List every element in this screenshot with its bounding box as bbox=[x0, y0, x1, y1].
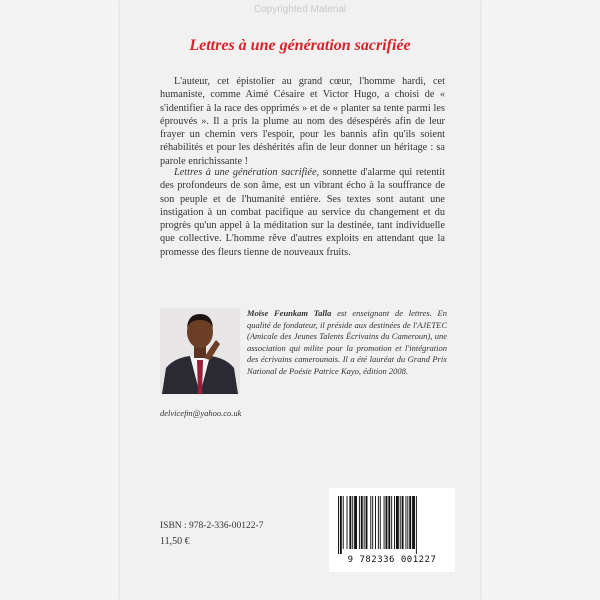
barcode-icon bbox=[336, 496, 448, 554]
author-bio-text: est enseignant de lettres. En qualité de fondateur, il préside aux destinées de l'AJETEC (Amicale des Jeunes Talents Écrivains du Cameroun), une association qui milite pour la promotion et l'intégration des écrivains camerounais. Il a été lauréat du Grand Prix National de Poésie Patrice Kayo, édition 2008. bbox=[247, 308, 447, 376]
barcode-number: 9 782336 001227 bbox=[347, 555, 437, 565]
author-name: Moïse Feunkam Talla bbox=[247, 308, 332, 318]
book-back-cover bbox=[120, 0, 480, 600]
price: 11,50 € bbox=[160, 536, 190, 547]
author-photo bbox=[160, 308, 240, 394]
blurb-title-reference: Lettres à une génération sacrifiée, bbox=[174, 167, 320, 178]
watermark: Copyrighted Material bbox=[253, 4, 347, 15]
isbn: ISBN : 978-2-336-00122-7 bbox=[160, 521, 264, 531]
blurb-paragraph-1: L'auteur, cet épistolier au grand cœur, l'homme hardi, cet humaniste, comme Aimé Césaire et Victor Hugo, a choisi de « s'identifier à la race des opprimés » et de « planter sa tente parmi les éprouvés ». Il a pris la plume au nom des désespérés afin de leur frayer un chemin vers l'espoir, pour les bannis afin qu'ils soient réhabilités et pour les déshérités afin de leur donner un héritage : sa parole enrichissante ! bbox=[160, 76, 445, 167]
blurb-paragraph-2 bbox=[160, 166, 445, 259]
author-photo-image bbox=[160, 308, 240, 394]
barcode bbox=[329, 488, 455, 572]
author-email: delvicefm@yahoo.co.uk bbox=[160, 408, 242, 418]
author-bio bbox=[247, 308, 447, 378]
blurb-paragraph-2-text: sonnette d'alarme qui retentit des profondeurs de son âme, est un vibrant écho à la souffrance de son peuple et de l'humanité entière. Ses textes sont autant une instigation à un combat pacifique au service du changement et du progrès qu'un appel à la méditation sur la destinée, tant individuelle que collective. L'homme rêve d'autres exploits en attendant que la promesse des fleurs tienne de nouveaux fruits. bbox=[160, 167, 445, 258]
book-title: Lettres à une génération sacrifiée bbox=[189, 37, 411, 54]
